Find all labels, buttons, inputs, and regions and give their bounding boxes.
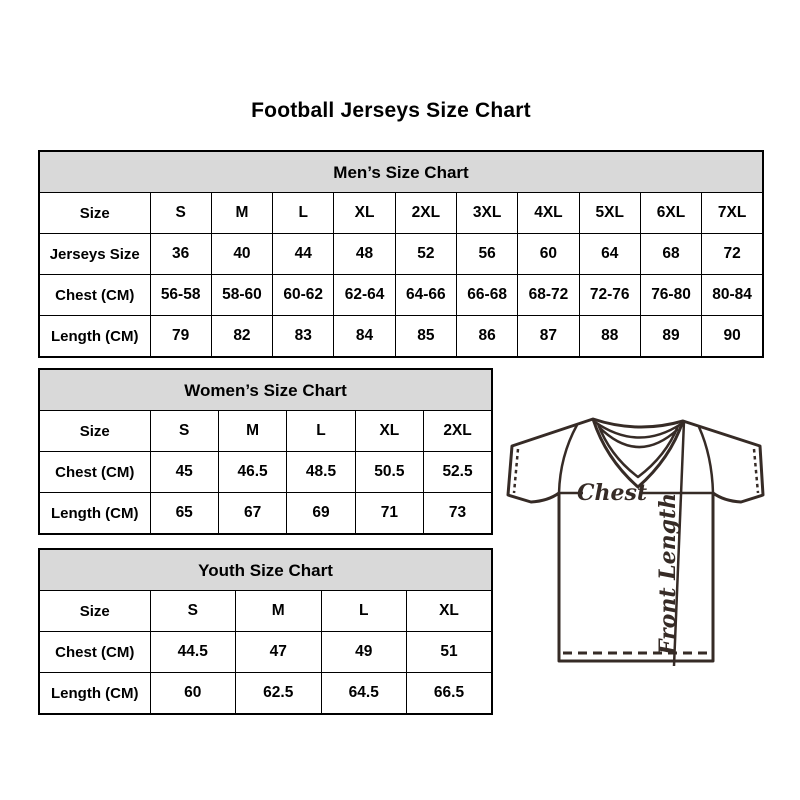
jersey-outline: [508, 419, 763, 661]
womens-cell: 73: [424, 493, 492, 535]
mens-row-label: Length (CM): [39, 316, 150, 358]
mens-cell: XL: [334, 193, 395, 234]
mens-cell: 68-72: [518, 275, 579, 316]
mens-size-table: [38, 150, 764, 358]
youth-cell: 66.5: [407, 673, 493, 715]
youth-row-label: Length (CM): [39, 673, 150, 715]
womens-cell: 2XL: [424, 411, 492, 452]
mens-cell: 72-76: [579, 275, 640, 316]
womens-cell: 69: [287, 493, 355, 535]
mens-cell: S: [150, 193, 211, 234]
left-cuff-dashed-line: [514, 449, 518, 493]
youth-cell: L: [321, 591, 407, 632]
womens-cell: 50.5: [355, 452, 423, 493]
mens-cell: 86: [456, 316, 517, 358]
womens-cell: 52.5: [424, 452, 492, 493]
mens-cell: 58-60: [211, 275, 272, 316]
mens-cell: 90: [702, 316, 763, 358]
youth-cell: 60: [150, 673, 236, 715]
mens-cell: 7XL: [702, 193, 763, 234]
youth-cell: 49: [321, 632, 407, 673]
youth-cell: S: [150, 591, 236, 632]
mens-cell: 76-80: [640, 275, 701, 316]
mens-cell: 40: [211, 234, 272, 275]
youth-table-title: Youth Size Chart: [39, 549, 492, 591]
youth-cell: 64.5: [321, 673, 407, 715]
womens-cell: 46.5: [218, 452, 286, 493]
mens-cell: 60: [518, 234, 579, 275]
youth-row-label: Size: [39, 591, 150, 632]
womens-row-label: Chest (CM): [39, 452, 150, 493]
mens-cell: 48: [334, 234, 395, 275]
page-title: Football Jerseys Size Chart: [251, 99, 531, 122]
mens-cell: 3XL: [456, 193, 517, 234]
womens-cell: M: [218, 411, 286, 452]
mens-cell: 83: [273, 316, 334, 358]
mens-cell: 36: [150, 234, 211, 275]
mens-cell: 87: [518, 316, 579, 358]
mens-cell: 82: [211, 316, 272, 358]
womens-cell: XL: [355, 411, 423, 452]
jersey-measurement-diagram: [503, 396, 771, 674]
mens-table-title: Men’s Size Chart: [39, 151, 763, 193]
mens-cell: 56: [456, 234, 517, 275]
youth-cell: XL: [407, 591, 493, 632]
mens-cell: 84: [334, 316, 395, 358]
mens-cell: 52: [395, 234, 456, 275]
mens-cell: 4XL: [518, 193, 579, 234]
mens-cell: 6XL: [640, 193, 701, 234]
mens-cell: L: [273, 193, 334, 234]
mens-cell: 64-66: [395, 275, 456, 316]
youth-size-table: [38, 548, 493, 715]
womens-cell: 48.5: [287, 452, 355, 493]
womens-cell: 65: [150, 493, 218, 535]
mens-cell: 66-68: [456, 275, 517, 316]
right-armhole-seam: [699, 427, 713, 493]
mens-cell: 80-84: [702, 275, 763, 316]
womens-cell: 71: [355, 493, 423, 535]
mens-cell: 68: [640, 234, 701, 275]
womens-cell: 45: [150, 452, 218, 493]
womens-row-label: Length (CM): [39, 493, 150, 535]
youth-cell: 51: [407, 632, 493, 673]
womens-row-label: Size: [39, 411, 150, 452]
womens-cell: L: [287, 411, 355, 452]
mens-cell: 5XL: [579, 193, 640, 234]
womens-cell: S: [150, 411, 218, 452]
youth-cell: 62.5: [236, 673, 322, 715]
mens-cell: 56-58: [150, 275, 211, 316]
womens-cell: 67: [218, 493, 286, 535]
mens-cell: 64: [579, 234, 640, 275]
mens-row-label: Size: [39, 193, 150, 234]
mens-cell: 62-64: [334, 275, 395, 316]
mens-cell: 88: [579, 316, 640, 358]
mens-row-label: Chest (CM): [39, 275, 150, 316]
mens-cell: 89: [640, 316, 701, 358]
youth-cell: 47: [236, 632, 322, 673]
mens-cell: M: [211, 193, 272, 234]
mens-cell: 79: [150, 316, 211, 358]
womens-size-table: [38, 368, 493, 535]
mens-cell: 44: [273, 234, 334, 275]
mens-cell: 2XL: [395, 193, 456, 234]
womens-table-title: Women’s Size Chart: [39, 369, 492, 411]
youth-cell: M: [236, 591, 322, 632]
youth-cell: 44.5: [150, 632, 236, 673]
mens-row-label: Jerseys Size: [39, 234, 150, 275]
mens-cell: 60-62: [273, 275, 334, 316]
youth-row-label: Chest (CM): [39, 632, 150, 673]
mens-cell: 85: [395, 316, 456, 358]
right-cuff-dashed-line: [754, 449, 758, 493]
left-armhole-seam: [559, 425, 577, 493]
chest-label: Chest: [576, 480, 648, 506]
front-length-label: Front Length: [655, 492, 681, 656]
mens-cell: 72: [702, 234, 763, 275]
